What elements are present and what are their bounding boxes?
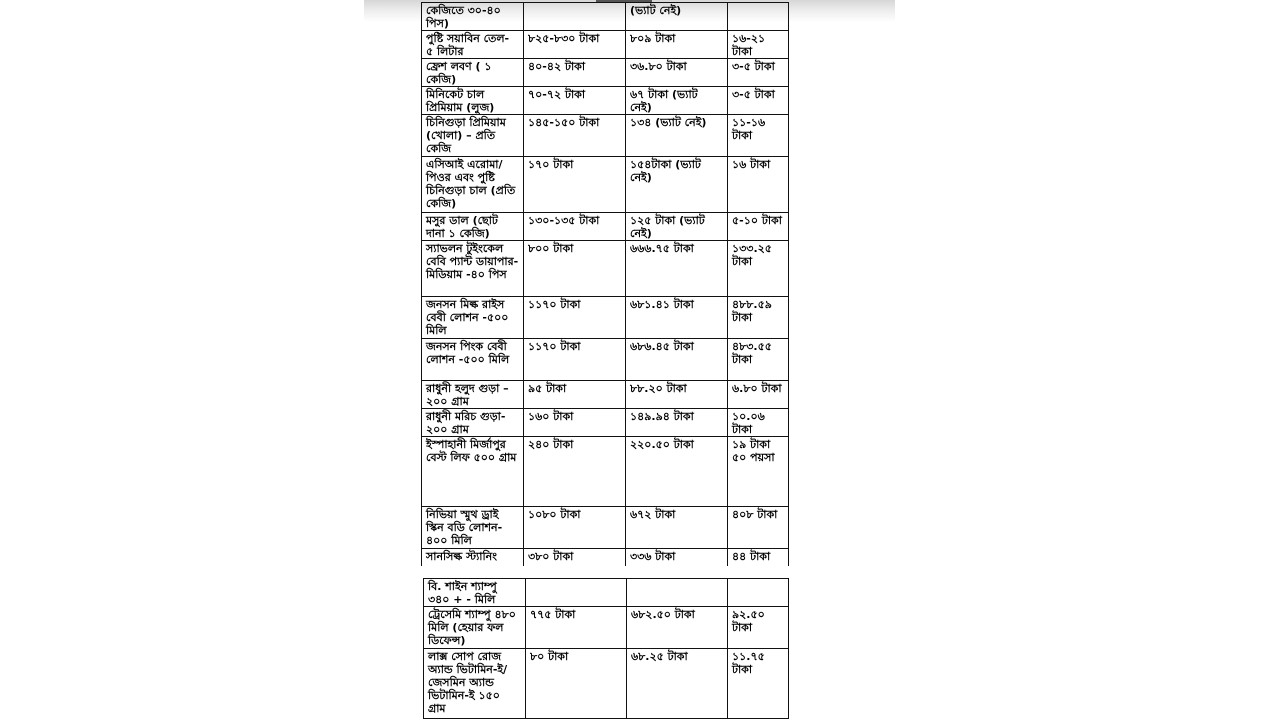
new-price-cell: ২২০.৫০ টাকা: [626, 437, 728, 507]
new-price-cell: ৬৮.২৫ টাকা: [627, 649, 728, 719]
product-name-cell: চিনিগুড়া প্রিমিয়াম (খোলা) – প্রতি কেজি: [422, 115, 524, 157]
new-price-cell: ৮০৯ টাকা: [626, 31, 728, 59]
price-difference-cell: ৪৮৩.৫৫ টাকা: [728, 339, 789, 381]
price-difference-cell: ১৩৩.২৫ টাকা: [728, 241, 789, 297]
previous-price-cell: ৮০ টাকা: [526, 649, 627, 719]
new-price-cell: ১২৫ টাকা (ভ্যাট নেই): [626, 213, 728, 241]
table-row: [422, 381, 789, 409]
price-difference-cell: ৩-৫ টাকা: [728, 87, 789, 115]
price-table-section-1: [416, 0, 796, 566]
new-price-cell: (ভ্যাট নেই): [626, 3, 728, 31]
previous-price-cell: ৭০-৭২ টাকা: [524, 87, 626, 115]
new-price-cell: ৬৮২.৫০ টাকা: [627, 607, 728, 649]
product-name-cell: নিভিয়া স্মুথ ড্রাই স্কিন বডি লোশন- ৪০০ মিলি: [422, 507, 524, 549]
previous-price-cell: [526, 579, 627, 607]
previous-price-cell: ৪০-৪২ টাকা: [524, 59, 626, 87]
product-name-cell: রাধুনী মরিচ গুড়া- ২০০ গ্রাম: [422, 409, 524, 437]
product-name-cell: স্যাভলন টুইংকেল বেবি প্যান্ট ডায়াপার-মিডিয়াম -৪০ পিস: [422, 241, 524, 297]
new-price-cell: ৬৮১.৪১ টাকা: [626, 297, 728, 339]
table-row: [422, 241, 789, 297]
previous-price-cell: ১১৭০ টাকা: [524, 297, 626, 339]
new-price-cell: ৬৮৬.৪৫ টাকা: [626, 339, 728, 381]
new-price-cell: ১৩৪ (ভ্যাট নেই): [626, 115, 728, 157]
price-difference-cell: ১১.৭৫ টাকা: [728, 649, 789, 719]
previous-price-cell: ৩৮০ টাকা: [524, 549, 626, 567]
table-row: [422, 437, 789, 507]
price-difference-cell: ১০.০৬ টাকা: [728, 409, 789, 437]
table-row: [422, 297, 789, 339]
new-price-cell: ৩৩৬ টাকা: [626, 549, 728, 567]
previous-price-cell: ৯৫ টাকা: [524, 381, 626, 409]
table-row: [422, 3, 789, 31]
price-difference-cell: ৪০৮ টাকা: [728, 507, 789, 549]
table-row: [422, 59, 789, 87]
table-row: [422, 409, 789, 437]
price-difference-cell: ৬.৮০ টাকা: [728, 381, 789, 409]
price-difference-cell: ১১-১৬ টাকা: [728, 115, 789, 157]
new-price-cell: ৩৬.৮০ টাকা: [626, 59, 728, 87]
product-name-cell: কেজিতে ৩০-৪০ পিস): [422, 3, 524, 31]
product-name-cell: ট্রেসেমি শ্যাম্পু ৪৮০ মিলি (হেয়ার ফল ডিফেন্স): [424, 607, 526, 649]
price-comparison-table-2: [423, 578, 789, 719]
previous-price-cell: ১৪৫-১৫০ টাকা: [524, 115, 626, 157]
previous-price-cell: ৭৭৫ টাকা: [526, 607, 627, 649]
price-difference-cell: ৫-১০ টাকা: [728, 213, 789, 241]
previous-price-cell: ১৬০ টাকা: [524, 409, 626, 437]
new-price-cell: ৬৭ টাকা (ভ্যাট নেই): [626, 87, 728, 115]
previous-price-cell: ৮২৫-৮৩০ টাকা: [524, 31, 626, 59]
product-name-cell: এসিআই এরোমা/পিওর এবং পুষ্টি চিনিগুড়া চাল (প্রতি কেজি): [422, 157, 524, 213]
price-difference-cell: ৯২.৫০ টাকা: [728, 607, 789, 649]
table-row: [422, 213, 789, 241]
table-row: [422, 115, 789, 157]
price-table-section-2: [416, 578, 796, 720]
new-price-cell: [627, 579, 728, 607]
product-name-cell: জনসন পিংক বেবী লোশন -৫০০ মিলি: [422, 339, 524, 381]
product-name-cell: জনসন মিল্ক রাইস বেবী লোশন -৫০০ মিলি: [422, 297, 524, 339]
previous-price-cell: ১১৭০ টাকা: [524, 339, 626, 381]
price-difference-cell: ৩-৫ টাকা: [728, 59, 789, 87]
price-difference-cell: [728, 579, 789, 607]
product-name-cell: লাক্স সোপ রোজ অ্যান্ড ভিটামিন-ই/ জেসমিন অ্যান্ড ভিটামিন-ই ১৫০ গ্রাম: [424, 649, 526, 719]
price-difference-cell: ৪৮৮.৫৯ টাকা: [728, 297, 789, 339]
table-row: [422, 339, 789, 381]
table-row: [422, 507, 789, 549]
new-price-cell: ৬৬৬.৭৫ টাকা: [626, 241, 728, 297]
previous-price-cell: ১৩০-১৩৫ টাকা: [524, 213, 626, 241]
previous-price-cell: [524, 3, 626, 31]
price-difference-cell: ১৬-২১ টাকা: [728, 31, 789, 59]
table-row: [422, 87, 789, 115]
product-name-cell: ফ্রেশ লবণ ( ১ কেজি): [422, 59, 524, 87]
product-name-cell: রাধুনী হলুদ গুড়া – ২০০ গ্রাম: [422, 381, 524, 409]
product-name-cell: মসুর ডাল (ছোট দানা ১ কেজি): [422, 213, 524, 241]
product-name-cell: সানসিল্ক স্ট্যানিং: [422, 549, 524, 567]
product-name-cell: পুষ্টি সয়াবিন তেল- ৫ লিটার: [422, 31, 524, 59]
new-price-cell: ১৪৯.৯৪ টাকা: [626, 409, 728, 437]
previous-price-cell: ১০৮০ টাকা: [524, 507, 626, 549]
price-comparison-table-1: [421, 2, 789, 566]
table-row: [424, 649, 789, 719]
price-difference-cell: ৪৪ টাকা: [728, 549, 789, 567]
price-difference-cell: ১৬ টাকা: [728, 157, 789, 213]
table-row: [424, 579, 789, 607]
table-row: [422, 549, 789, 567]
previous-price-cell: ২৪০ টাকা: [524, 437, 626, 507]
new-price-cell: ১৫৪টাকা (ভ্যাট নেই): [626, 157, 728, 213]
table-row: [422, 157, 789, 213]
table-row: [424, 607, 789, 649]
price-difference-cell: [728, 3, 789, 31]
product-name-cell: বি. শাইন শ্যাম্পু ৩৪০ + - মিলি: [424, 579, 526, 607]
new-price-cell: ৮৮.২০ টাকা: [626, 381, 728, 409]
previous-price-cell: ১৭০ টাকা: [524, 157, 626, 213]
new-price-cell: ৬৭২ টাকা: [626, 507, 728, 549]
price-difference-cell: ১৯ টাকা ৫০ পয়সা: [728, 437, 789, 507]
product-name-cell: ইস্পাহানী মির্জাপুর বেস্ট লিফ ৫০০ গ্রাম: [422, 437, 524, 507]
product-name-cell: মিনিকেট চাল প্রিমিয়াম (লুজ): [422, 87, 524, 115]
table-row: [422, 31, 789, 59]
previous-price-cell: ৮০০ টাকা: [524, 241, 626, 297]
